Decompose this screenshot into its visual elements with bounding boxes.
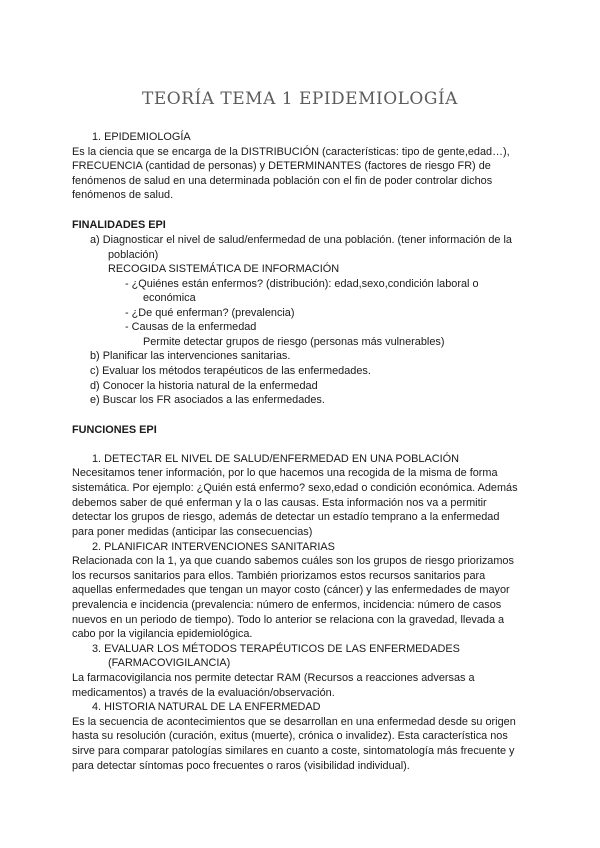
dash-item: - Causas de la enfermedad [125, 321, 257, 333]
paragraph-line: sistemática. Por ejemplo: ¿Quién está enfermo? sexo,edad o condición económica. Además [72, 482, 518, 494]
paragraph-line: FRECUENCIA (cantidad de personas) y DETERMINANTES (factores de riesgo FR) de [72, 160, 491, 172]
dash-item-cont: económica [143, 292, 196, 304]
funcion-heading-3: 3. EVALUAR LOS MÉTODOS TERAPÉUTICOS DE LAS ENFERMEDADES [92, 643, 460, 655]
paragraph-line: para detectar síntomas poco frecuentes o raros (visibilidad individual). [72, 760, 410, 772]
funcion-heading-1: 1. DETECTAR EL NIVEL DE SALUD/ENFERMEDAD EN UNA POBLACIÓN [92, 453, 459, 465]
list-item-c: c) Evaluar los métodos terapéuticos de las enfermedades. [90, 365, 371, 377]
funcion-heading-4: 4. HISTORIA NATURAL DE LA ENFERMEDAD [92, 701, 321, 713]
paragraph-line: aquellas enfermedades que tengan un mayor costo (cáncer) y las enfermedades de mayor [72, 584, 510, 596]
funcion-heading-3-cont: (FARMACOVIGILANCIA) [108, 657, 231, 669]
paragraph-line: Es la secuencia de acontecimientos que se desarrollan en una enfermedad desde su origen [72, 716, 516, 728]
funciones-heading: FUNCIONES EPI [72, 424, 157, 436]
paragraph-line: debemos saber de qué enferman y la o las causas. Esta información nos va a permitir [72, 497, 487, 509]
list-item-a: a) Diagnosticar el nivel de salud/enfermedad de una población. (tener información de la [90, 234, 512, 246]
paragraph-line: prevalencia e incidencia (prevalencia: número de enfermos, incidencia: número de casos [72, 599, 502, 611]
paragraph-line: fenómenos de salud en una determinada población con el fin de poder controlar dichos [72, 175, 493, 187]
list-item-a-cont: población) [108, 249, 159, 261]
paragraph-line: Es la ciencia que se encarga de la DISTRIBUCIÓN (características: tipo de gente,edad…), [72, 146, 510, 158]
funcion-heading-2: 2. PLANIFICAR INTERVENCIONES SANITARIAS [92, 541, 335, 553]
paragraph-line: nuevos en un periodo de tiempo). Todo lo anterior se relaciona con la gravedad, llevada a [72, 614, 505, 626]
paragraph-line: hasta su resolución (curación, exitus (muerte), crónica o invalidez). Esta característica nos [72, 730, 508, 742]
section-heading-epidemiologia: 1. EPIDEMIOLOGÍA [92, 131, 191, 143]
list-item-b: b) Planificar las intervenciones sanitarias. [90, 350, 291, 362]
recogida-label: RECOGIDA SISTEMÁTICA DE INFORMACIÓN [108, 263, 340, 275]
finalidades-heading: FINALIDADES EPI [72, 219, 166, 231]
dash-item-cont: Permite detectar grupos de riesgo (personas más vulnerables) [143, 336, 445, 348]
paragraph-line: sirve para comparar patologías similares en cuanto a coste, sintomatología más frecuente y [72, 745, 515, 757]
paragraph-line: Relacionada con la 1, ya que cuando sabemos cuáles son los grupos de riesgo priorizamos [72, 555, 514, 567]
page-title: TEORÍA TEMA 1 EPIDEMIOLOGÍA [142, 89, 458, 109]
paragraph-line: La farmacovigilancia nos permite detectar RAM (Recursos a reacciones adversas a [72, 672, 475, 684]
dash-item: - ¿Quiénes están enfermos? (distribución): edad,sexo,condición laboral o [125, 278, 479, 290]
list-item-e: e) Buscar los FR asociados a las enfermedades. [90, 394, 325, 406]
dash-item: - ¿De qué enferman? (prevalencia) [125, 307, 295, 319]
paragraph-line: los recursos sanitarios para ellos. También priorizamos estos recursos sanitarios para [72, 570, 486, 582]
paragraph-line: fenómenos de salud. [72, 189, 174, 201]
paragraph-line: cabo por la vigilancia epidemiológica. [72, 628, 253, 640]
paragraph-line: Necesitamos tener información, por lo que hacemos una recogida de la misma de forma [72, 467, 498, 479]
list-item-d: d) Conocer la historia natural de la enfermedad [90, 380, 318, 392]
paragraph-line: para poner medidas (anticipar las consecuencias) [72, 526, 313, 538]
paragraph-line: detectar los grupos de riesgo, además de detectar un estadío temprano a la enfermedad [72, 511, 500, 523]
paragraph-line: medicamentos) a través de la evaluación/observación. [72, 687, 335, 699]
